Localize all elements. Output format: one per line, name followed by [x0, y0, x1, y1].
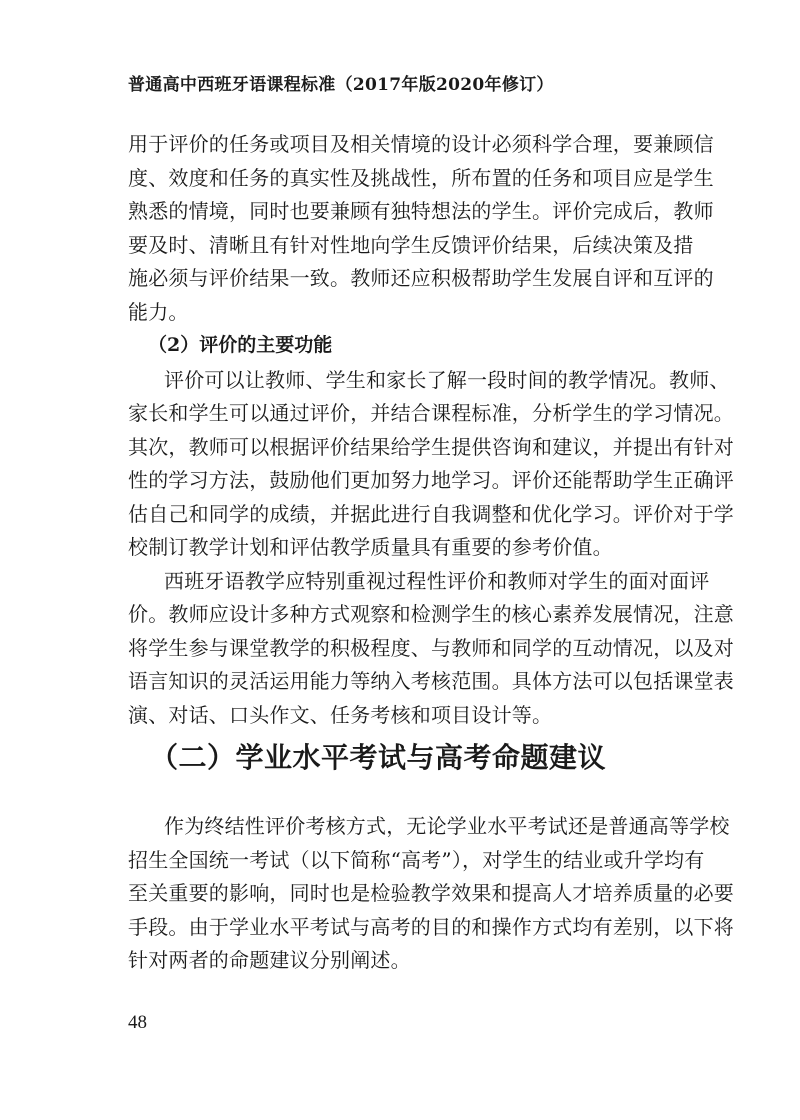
- paragraph-line: 用于评价的任务或项目及相关情境的设计必须科学合理，要兼顾信: [128, 132, 714, 156]
- paragraph-line: 家长和学生可以通过评价，并结合课程标准，分析学生的学习情况。: [128, 401, 734, 425]
- paragraph-line: 校制订教学计划和评估教学质量具有重要的参考价值。: [128, 535, 613, 559]
- paragraph-line: 熟悉的情境，同时也要兼顾有独特想法的学生。评价完成后，教师: [128, 199, 714, 223]
- paragraph-line: 语言知识的灵活运用能力等纳入考核范围。具体方法可以包括课堂表: [128, 669, 734, 693]
- paragraph-line: 手段。由于学业水平考试与高考的目的和操作方式均有差别，以下将: [128, 915, 734, 939]
- paragraph-line: 针对两者的命题建议分别阐述。: [128, 948, 411, 972]
- paragraph-line: 将学生参与课堂教学的积极程度、与教师和同学的互动情况，以及对: [128, 636, 734, 660]
- paragraph-line: 价。教师应设计多种方式观察和检测学生的核心素养发展情况，注意: [128, 602, 734, 626]
- running-header: 普通高中西班牙语课程标准（2017年版2020年修订）: [128, 75, 554, 95]
- paragraph-line: 西班牙语教学应特别重视过程性评价和教师对学生的面对面评: [164, 569, 710, 593]
- paragraph-line: 招生全国统一考试（以下简称“高考”），对学生的结业或升学均有: [128, 848, 705, 872]
- paragraph-line: 至关重要的影响，同时也是检验教学效果和提高人才培养质量的必要: [128, 881, 734, 905]
- paragraph-line: 其次，教师可以根据评价结果给学生提供咨询和建议，并提出有针对: [128, 435, 734, 459]
- paragraph-line: 施必须与评价结果一致。教师还应积极帮助学生发展自评和互评的: [128, 266, 714, 290]
- page-number: 48: [128, 1012, 147, 1033]
- paragraph-line: 评价可以让教师、学生和家长了解一段时间的教学情况。教师、: [164, 368, 730, 392]
- paragraph-line: 演、对话、口头作文、任务考核和项目设计等。: [128, 703, 553, 727]
- subsection-heading: （2）评价的主要功能: [148, 334, 333, 356]
- paragraph-line: 作为终结性评价考核方式，无论学业水平考试还是普通高等学校: [164, 814, 730, 838]
- paragraph-line: 能力。: [128, 300, 189, 324]
- paragraph-line: 性的学习方法，鼓励他们更加努力地学习。评价还能帮助学生正确评: [128, 468, 734, 492]
- section-heading: （二）学业水平考试与高考命题建议: [150, 741, 607, 774]
- paragraph-line: 要及时、清晰且有针对性地向学生反馈评价结果，后续决策及措: [128, 233, 694, 257]
- paragraph-line: 估自己和同学的成绩，并据此进行自我调整和优化学习。评价对于学: [128, 502, 734, 526]
- paragraph-line: 度、效度和任务的真实性及挑战性，所布置的任务和项目应是学生: [128, 166, 714, 190]
